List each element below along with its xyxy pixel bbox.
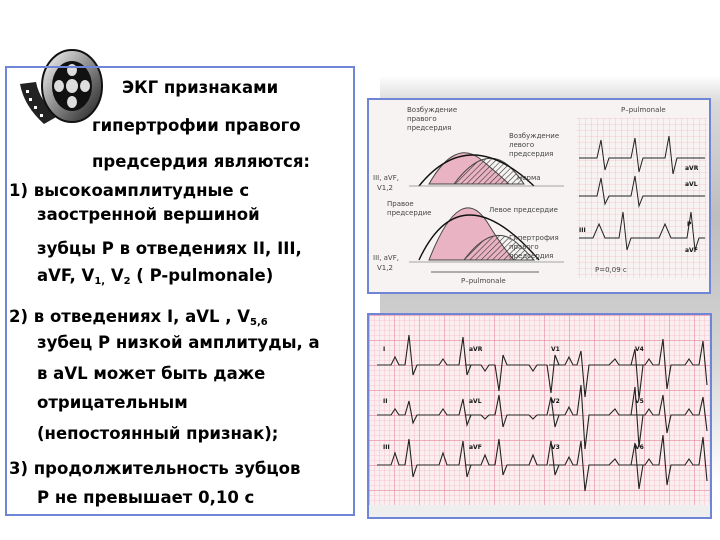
label-leads-bottom-1: III, aVF,	[373, 254, 399, 262]
title-line-1: ЭКГ признаками	[122, 78, 279, 97]
label-p-pulmonale-axis: P–pulmonale	[461, 277, 506, 285]
label-leads-top-2: V1,2	[377, 184, 393, 192]
label-leads-top-1: III, aVF,	[373, 174, 399, 182]
twelve-lead-ecg-svg	[369, 315, 710, 517]
item1-line4-sub2: 2	[123, 276, 131, 287]
lead-label-avf: aVF	[469, 444, 482, 451]
ecg-label-avr: aVR	[685, 165, 699, 172]
label-ra-1: Правое	[387, 200, 414, 208]
item2-line5: (непостоянный признак);	[37, 424, 279, 443]
item1-line2: заостренной вершиной	[37, 205, 260, 224]
item3-line1: 3) продолжительность зубцов	[9, 459, 301, 478]
lead-label-v3: V3	[551, 444, 560, 451]
item2-line1-sub: 5,6	[250, 317, 268, 328]
title-line-2: гипертрофии правого	[92, 116, 301, 135]
label-hyp-3: предсердия	[509, 252, 554, 260]
item1-line4-b: V	[105, 266, 124, 285]
label-la: Левое предсердие	[489, 206, 558, 214]
lead-label-i: I	[383, 346, 386, 353]
title-line-3: предсердия являются:	[92, 152, 311, 171]
label-leads-bottom-2: V1,2	[377, 264, 393, 272]
item3-line2: P не превышает 0,10 с	[37, 488, 255, 507]
item2-line4: отрицательным	[37, 393, 188, 412]
item1-line4-a: aVF, V	[37, 266, 95, 285]
label-hyp-2: правого	[509, 243, 539, 251]
lead-label-iii: III	[383, 444, 390, 451]
lead-label-avr: aVR	[469, 346, 483, 353]
item1-line4	[37, 265, 273, 293]
ecg-label-p: P	[687, 221, 692, 228]
label-duration: P=0,09 c	[595, 266, 627, 274]
twelve-lead-ecg-figure	[367, 313, 712, 519]
item1-line4-sub1: 1,	[94, 276, 106, 287]
item2-line1-a: 2) в отведениях I, aVL , V	[9, 307, 251, 326]
p-pulmonale-svg	[369, 100, 709, 292]
item1-line4-c: ( P-pulmonale)	[130, 266, 274, 285]
item1-line1: 1) высокоамплитудные с	[9, 181, 250, 200]
item2-line2: зубец P низкой амплитуды, а	[37, 333, 320, 352]
p-pulmonale-figure	[367, 98, 711, 294]
lead-label-v5: V5	[635, 398, 644, 405]
ecg-label-avl: aVL	[685, 181, 698, 188]
label-la-exc-2: левого	[509, 141, 535, 149]
item2-line1	[9, 306, 268, 334]
lead-label-v4: V4	[635, 346, 644, 353]
lead-label-v1: V1	[551, 346, 560, 353]
label-hyp-1: Гипертрофия	[509, 234, 559, 242]
label-ra-exc-2: правого	[407, 115, 437, 123]
lead-label-avl: aVL	[469, 398, 482, 405]
label-p-pulmonale-title: P–pulmonale	[621, 106, 666, 114]
label-norm: Норма	[517, 174, 541, 182]
label-ra-2: предсердие	[387, 209, 432, 217]
label-la-exc-1: Возбуждение	[509, 132, 560, 140]
lead-label-v6: V6	[635, 444, 644, 451]
ecg-label-iii: III	[579, 227, 586, 234]
label-ra-exc-3: предсердия	[407, 124, 452, 132]
label-ra-exc-1: Возбуждение	[407, 106, 458, 114]
lead-label-ii: II	[383, 398, 388, 405]
lead-label-v2: V2	[551, 398, 560, 405]
ecg-label-avf: aVF	[685, 247, 698, 254]
label-la-exc-3: предсердия	[509, 150, 554, 158]
item1-line3: зубцы P в отведениях II, III,	[37, 239, 302, 258]
item2-line3: в aVL может быть даже	[37, 364, 266, 383]
